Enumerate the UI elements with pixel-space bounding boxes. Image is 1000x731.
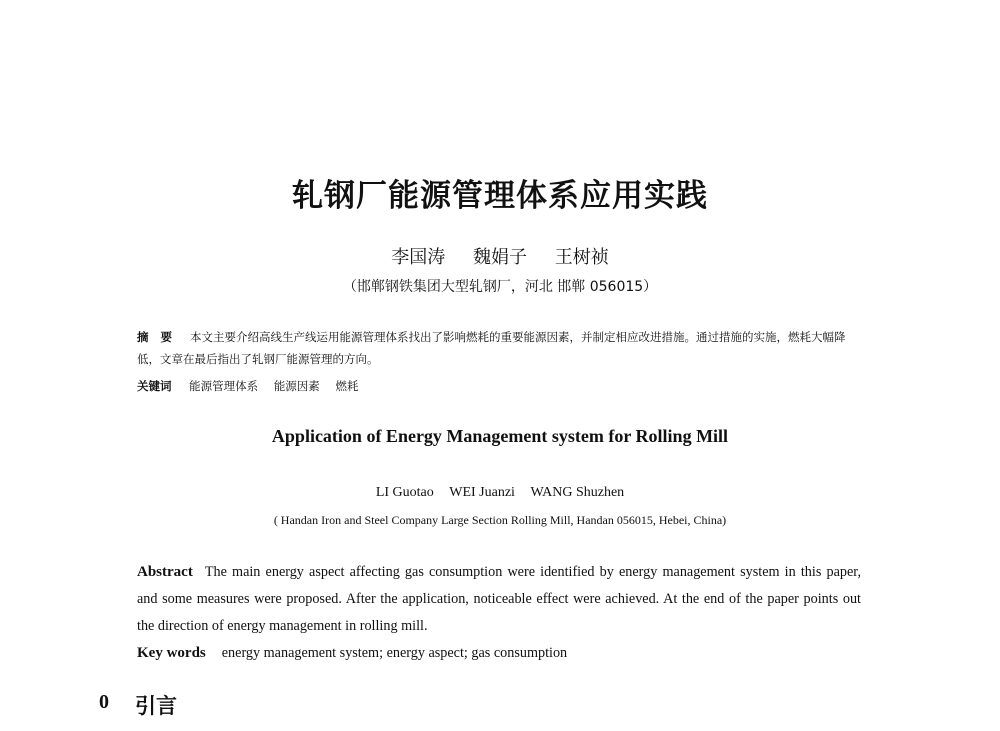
author-name: 王树祯	[554, 247, 609, 268]
paper-title-chinese: 轧钢厂能源管理体系应用实践	[292, 178, 708, 214]
keyword: 能源管理体系	[189, 379, 259, 393]
author-list-chinese	[0, 243, 1000, 269]
author-name: 魏娟子	[473, 247, 527, 268]
paper-title-english: Application of Energy Management system for Rolling Mill	[271, 426, 729, 446]
abstract-label-chinese: 摘 要	[137, 330, 177, 344]
keywords-label-chinese: 关键词	[137, 379, 172, 393]
author-name: WANG Shuzhen	[530, 485, 625, 500]
author-name: 李国涛	[391, 247, 446, 268]
abstract-chinese	[137, 326, 861, 370]
abstract-english	[137, 559, 861, 640]
author-name: WEI Juanzi	[449, 485, 515, 500]
keywords-english	[137, 640, 861, 667]
author-list-english	[0, 485, 1000, 501]
keywords-chinese	[137, 375, 861, 397]
abstract-text-english: The main energy aspect affecting gas consumption were identified by energy management system in this paper, and some measures were proposed. After the application, noticeable effect were achieved. At the end of the paper points out the direction of energy management in rolling mill.	[137, 564, 861, 634]
keyword: 能源因素	[273, 379, 320, 393]
section-heading: 引言	[135, 694, 177, 718]
abstract-label-english: Abstract	[137, 564, 193, 580]
abstract-text-chinese: 本文主要介绍高线生产线运用能源管理体系找出了影响燃耗的重要能源因素，并制定相应改进措施。通过措施的实施，燃耗大幅降低，文章在最后指出了轧钢厂能源管理的方向。	[137, 330, 846, 366]
keywords-label-english: Key words	[137, 645, 206, 661]
affiliation-chinese: （邯郸钢铁集团大型轧钢厂，河北 邯郸 056015）	[342, 279, 658, 295]
affiliation-english: ( Handan Iron and Steel Company Large Section Rolling Mill, Handan 056015, Hebei, China)	[273, 513, 727, 527]
author-name: LI Guotao	[375, 485, 434, 500]
keywords-text-english: energy management system; energy aspect; gas consumption	[221, 645, 568, 661]
section-number: 0	[99, 691, 109, 713]
keyword: 燃耗	[335, 379, 359, 393]
